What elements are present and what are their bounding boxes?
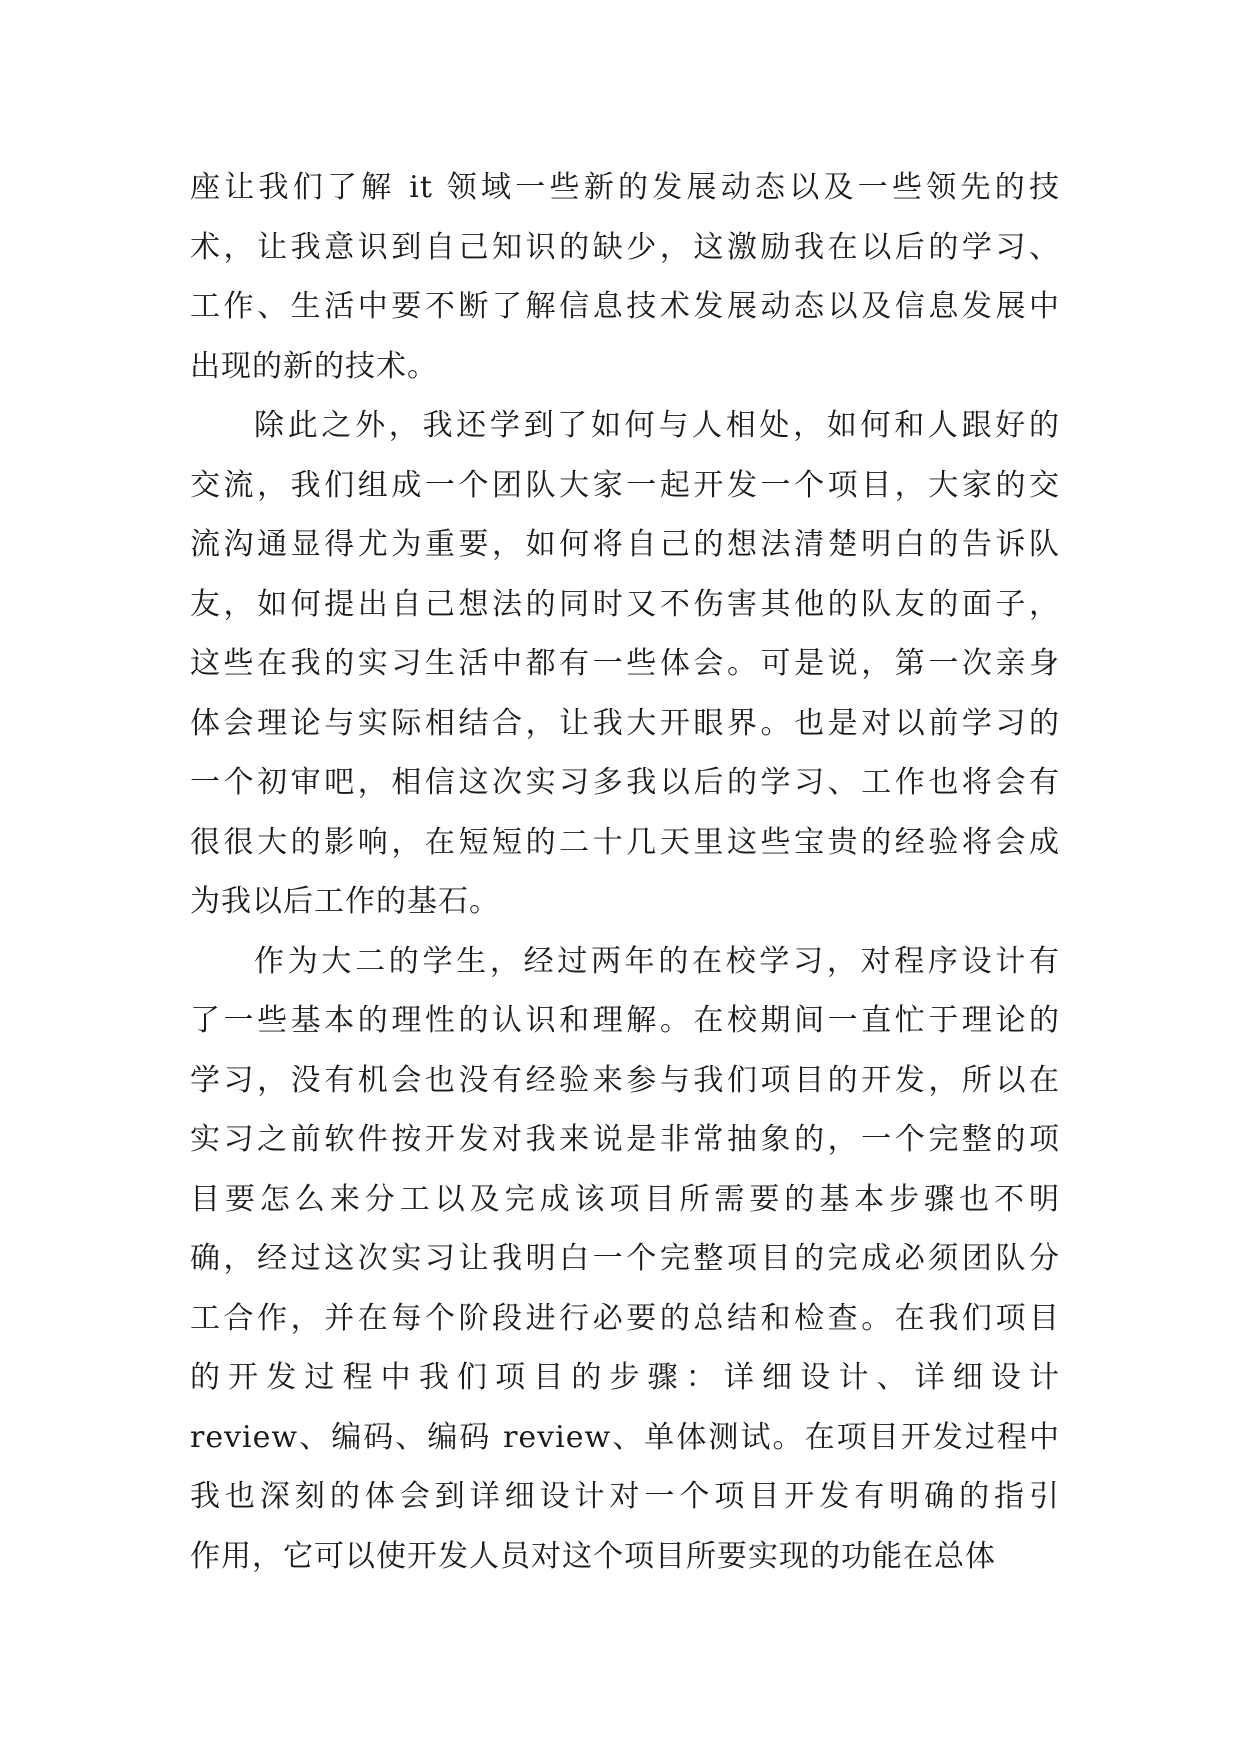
text-line: 确，经过这次实习让我明白一个完整项目的完成必须团队分 (190, 1241, 1060, 1276)
text-line: 工作、生活中要不断了解信息技术发展动态以及信息发展中 (190, 289, 1060, 324)
text-line: 的开发过程中我们项目的步骤：详细设计、详细设计 (190, 1360, 1060, 1395)
text-line: review、编码、编码 review、单体测试。在项目开发过程中 (190, 1419, 1060, 1455)
text-line: 体会理论与实际相结合，让我大开眼界。也是对以前学习的 (190, 705, 1060, 741)
text-line: 友，如何提出自己想法的同时又不伤害其他的队友的面子， (190, 586, 1060, 622)
paragraph-1 (190, 158, 1060, 396)
paragraph-2 (190, 396, 1060, 932)
text-line: 除此之外，我还学到了如何与人相处，如何和人跟好的 (254, 408, 1060, 443)
text-line: 实习之前软件按开发对我来说是非常抽象的，一个完整的项 (190, 1122, 1060, 1157)
text-line: 一个初审吧，相信这次实习多我以后的学习、工作也将会有 (190, 765, 1060, 800)
text-line: 交流，我们组成一个团队大家一起开发一个项目，大家的交 (190, 467, 1060, 503)
paragraph-3 (190, 932, 1060, 1587)
text-line: 目要怎么来分工以及完成该项目所需要的基本步骤也不明 (190, 1181, 1060, 1217)
text-line: 我也深刻的体会到详细设计对一个项目开发有明确的指引 (190, 1479, 1060, 1514)
text-line: 出现的新的技术。 (190, 348, 438, 384)
text-line: 工合作，并在每个阶段进行必要的总结和检查。在我们项目 (190, 1300, 1060, 1336)
text-line: 这些在我的实习生活中都有一些体会。可是说，第一次亲身 (190, 646, 1060, 681)
text-line: 座让我们了解 it 领域一些新的发展动态以及一些领先的技 (190, 170, 1060, 205)
text-line: 很很大的影响，在短短的二十几天里这些宝贵的经验将会成 (190, 824, 1060, 860)
text-line: 为我以后工作的基石。 (190, 884, 500, 919)
text-line: 作用，它可以使开发人员对这个项目所要实现的功能在总体 (190, 1538, 996, 1574)
text-line: 了一些基本的理性的认识和理解。在校期间一直忙于理论的 (190, 1003, 1060, 1038)
text-line: 术，让我意识到自己知识的缺少，这激励我在以后的学习、 (190, 229, 1060, 265)
text-line: 流沟通显得尤为重要，如何将自己的想法清楚明白的告诉队 (190, 527, 1060, 562)
text-line: 学习，没有机会也没有经验来参与我们项目的开发，所以在 (190, 1062, 1060, 1098)
body-text (190, 158, 1060, 1586)
text-line: 作为大二的学生，经过两年的在校学习，对程序设计有 (254, 943, 1060, 979)
